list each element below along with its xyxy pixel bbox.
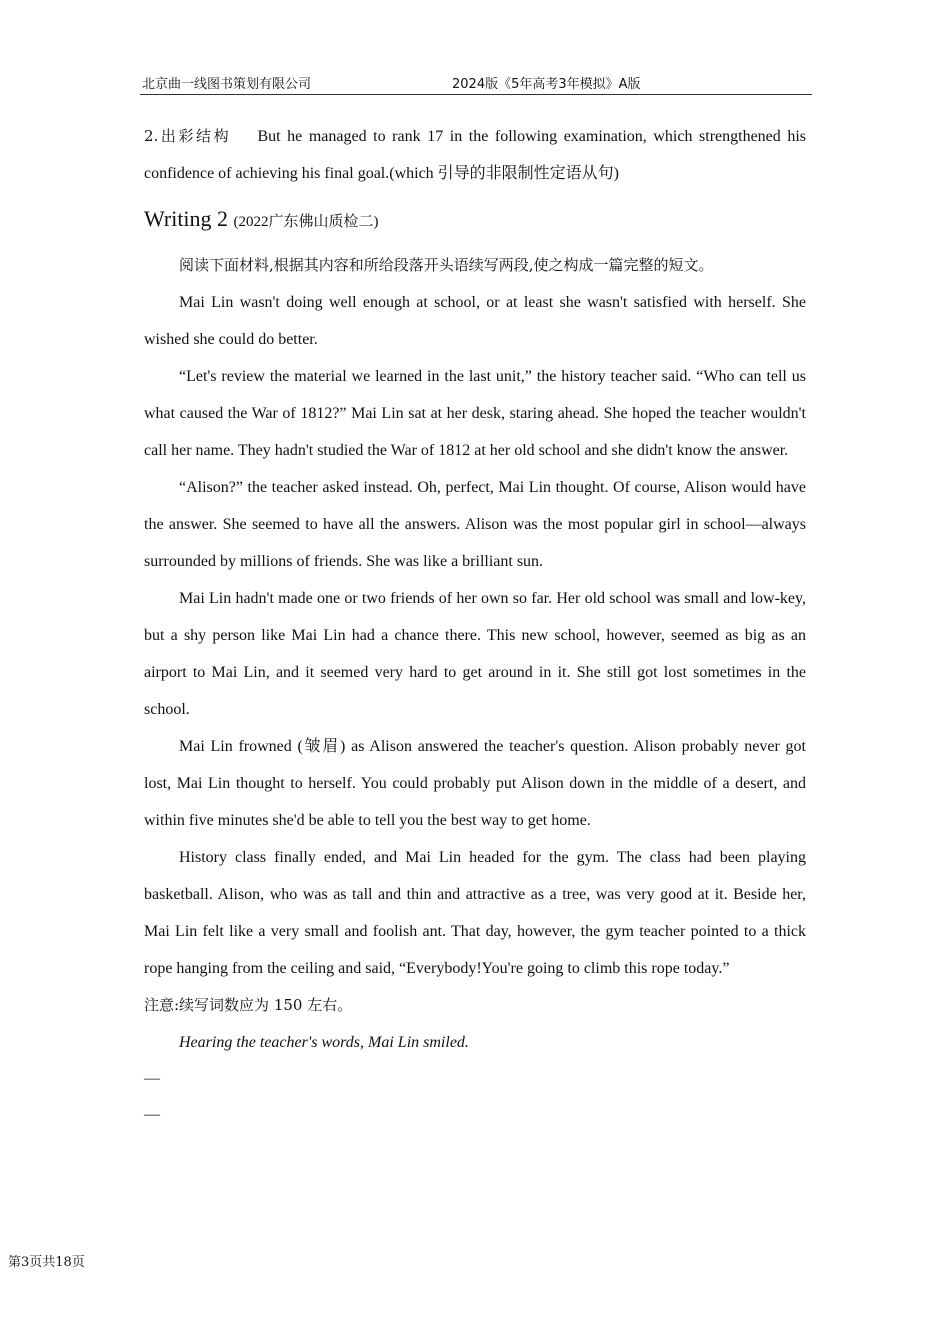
section-heading bbox=[144, 204, 806, 237]
edition-title: 2024版《5年高考3年模拟》A版 bbox=[452, 77, 641, 92]
paragraph-2: “Let's review the material we learned in the last unit,” the history teacher said. “Who can tell us what caused the War of 1812?” Mai Lin sat at her desk, staring ahead. She hoped the teacher wouldn't call her name. They hadn't studied the War of 1812 at her old school and she didn't know the answer. bbox=[144, 368, 806, 459]
publisher-name: 北京曲一线图书策划有限公司 bbox=[142, 77, 312, 92]
paragraph-5: Mai Lin frowned (皱眉) as Alison answered the teacher's question. Alison probably never got lost, Mai Lin thought to herself. You could probably put Alison down in the middle of a desert, and within five minutes she'd be able to tell you the best way to get home. bbox=[144, 738, 806, 829]
answer-line-1: — bbox=[144, 1070, 160, 1087]
continuation-opening: Hearing the teacher's words, Mai Lin smiled. bbox=[179, 1034, 469, 1051]
paragraph-1: Mai Lin wasn't doing well enough at school, or at least she wasn't satisfied with herself. She wished she could do better. bbox=[144, 294, 806, 348]
page-header bbox=[140, 72, 812, 95]
item-2 bbox=[144, 118, 806, 192]
paragraph-3: “Alison?” the teacher asked instead. Oh, perfect, Mai Lin thought. Of course, Alison would have the answer. She seemed to have all the answers. Alison was the most popular girl in school—always surrounded by millions of friends. She was like a brilliant sun. bbox=[144, 479, 806, 570]
document-body bbox=[144, 118, 806, 1133]
item-2-label: 2.出彩结构 bbox=[144, 127, 232, 145]
word-count-note: 注意:续写词数应为 150 左右。 bbox=[144, 996, 353, 1014]
instruction: 阅读下面材料,根据其内容和所给段落开头语续写两段,使之构成一篇完整的短文。 bbox=[179, 256, 714, 274]
item-2-text: But he managed to rank 17 in the following examination, which strengthened his confidence of achieving his final goal.(which 引导的非限制性定语从句) bbox=[144, 128, 807, 182]
section-title: Writing 2 bbox=[144, 206, 229, 231]
paragraph-6: History class finally ended, and Mai Lin headed for the gym. The class had been playing basketball. Alison, who was as tall and thin and attractive as a tree, was very good at it. Beside her, Mai Lin felt like a very small and foolish ant. That day, however, the gym teacher pointed to a thick rope hanging from the ceiling and said, “Everybody!You're going to climb this rope today.” bbox=[144, 849, 806, 977]
answer-line-2: — bbox=[144, 1106, 160, 1123]
paragraph-4: Mai Lin hadn't made one or two friends of her own so far. Her old school was small and low-key, but a shy person like Mai Lin had a chance there. This new school, however, seemed as big as an airport to Mai Lin, and it seemed very hard to get around in it. She still got lost sometimes in the school. bbox=[144, 590, 806, 718]
section-source: (2022广东佛山质检二) bbox=[233, 214, 379, 230]
page-number: 第3页共18页 bbox=[8, 1255, 85, 1270]
